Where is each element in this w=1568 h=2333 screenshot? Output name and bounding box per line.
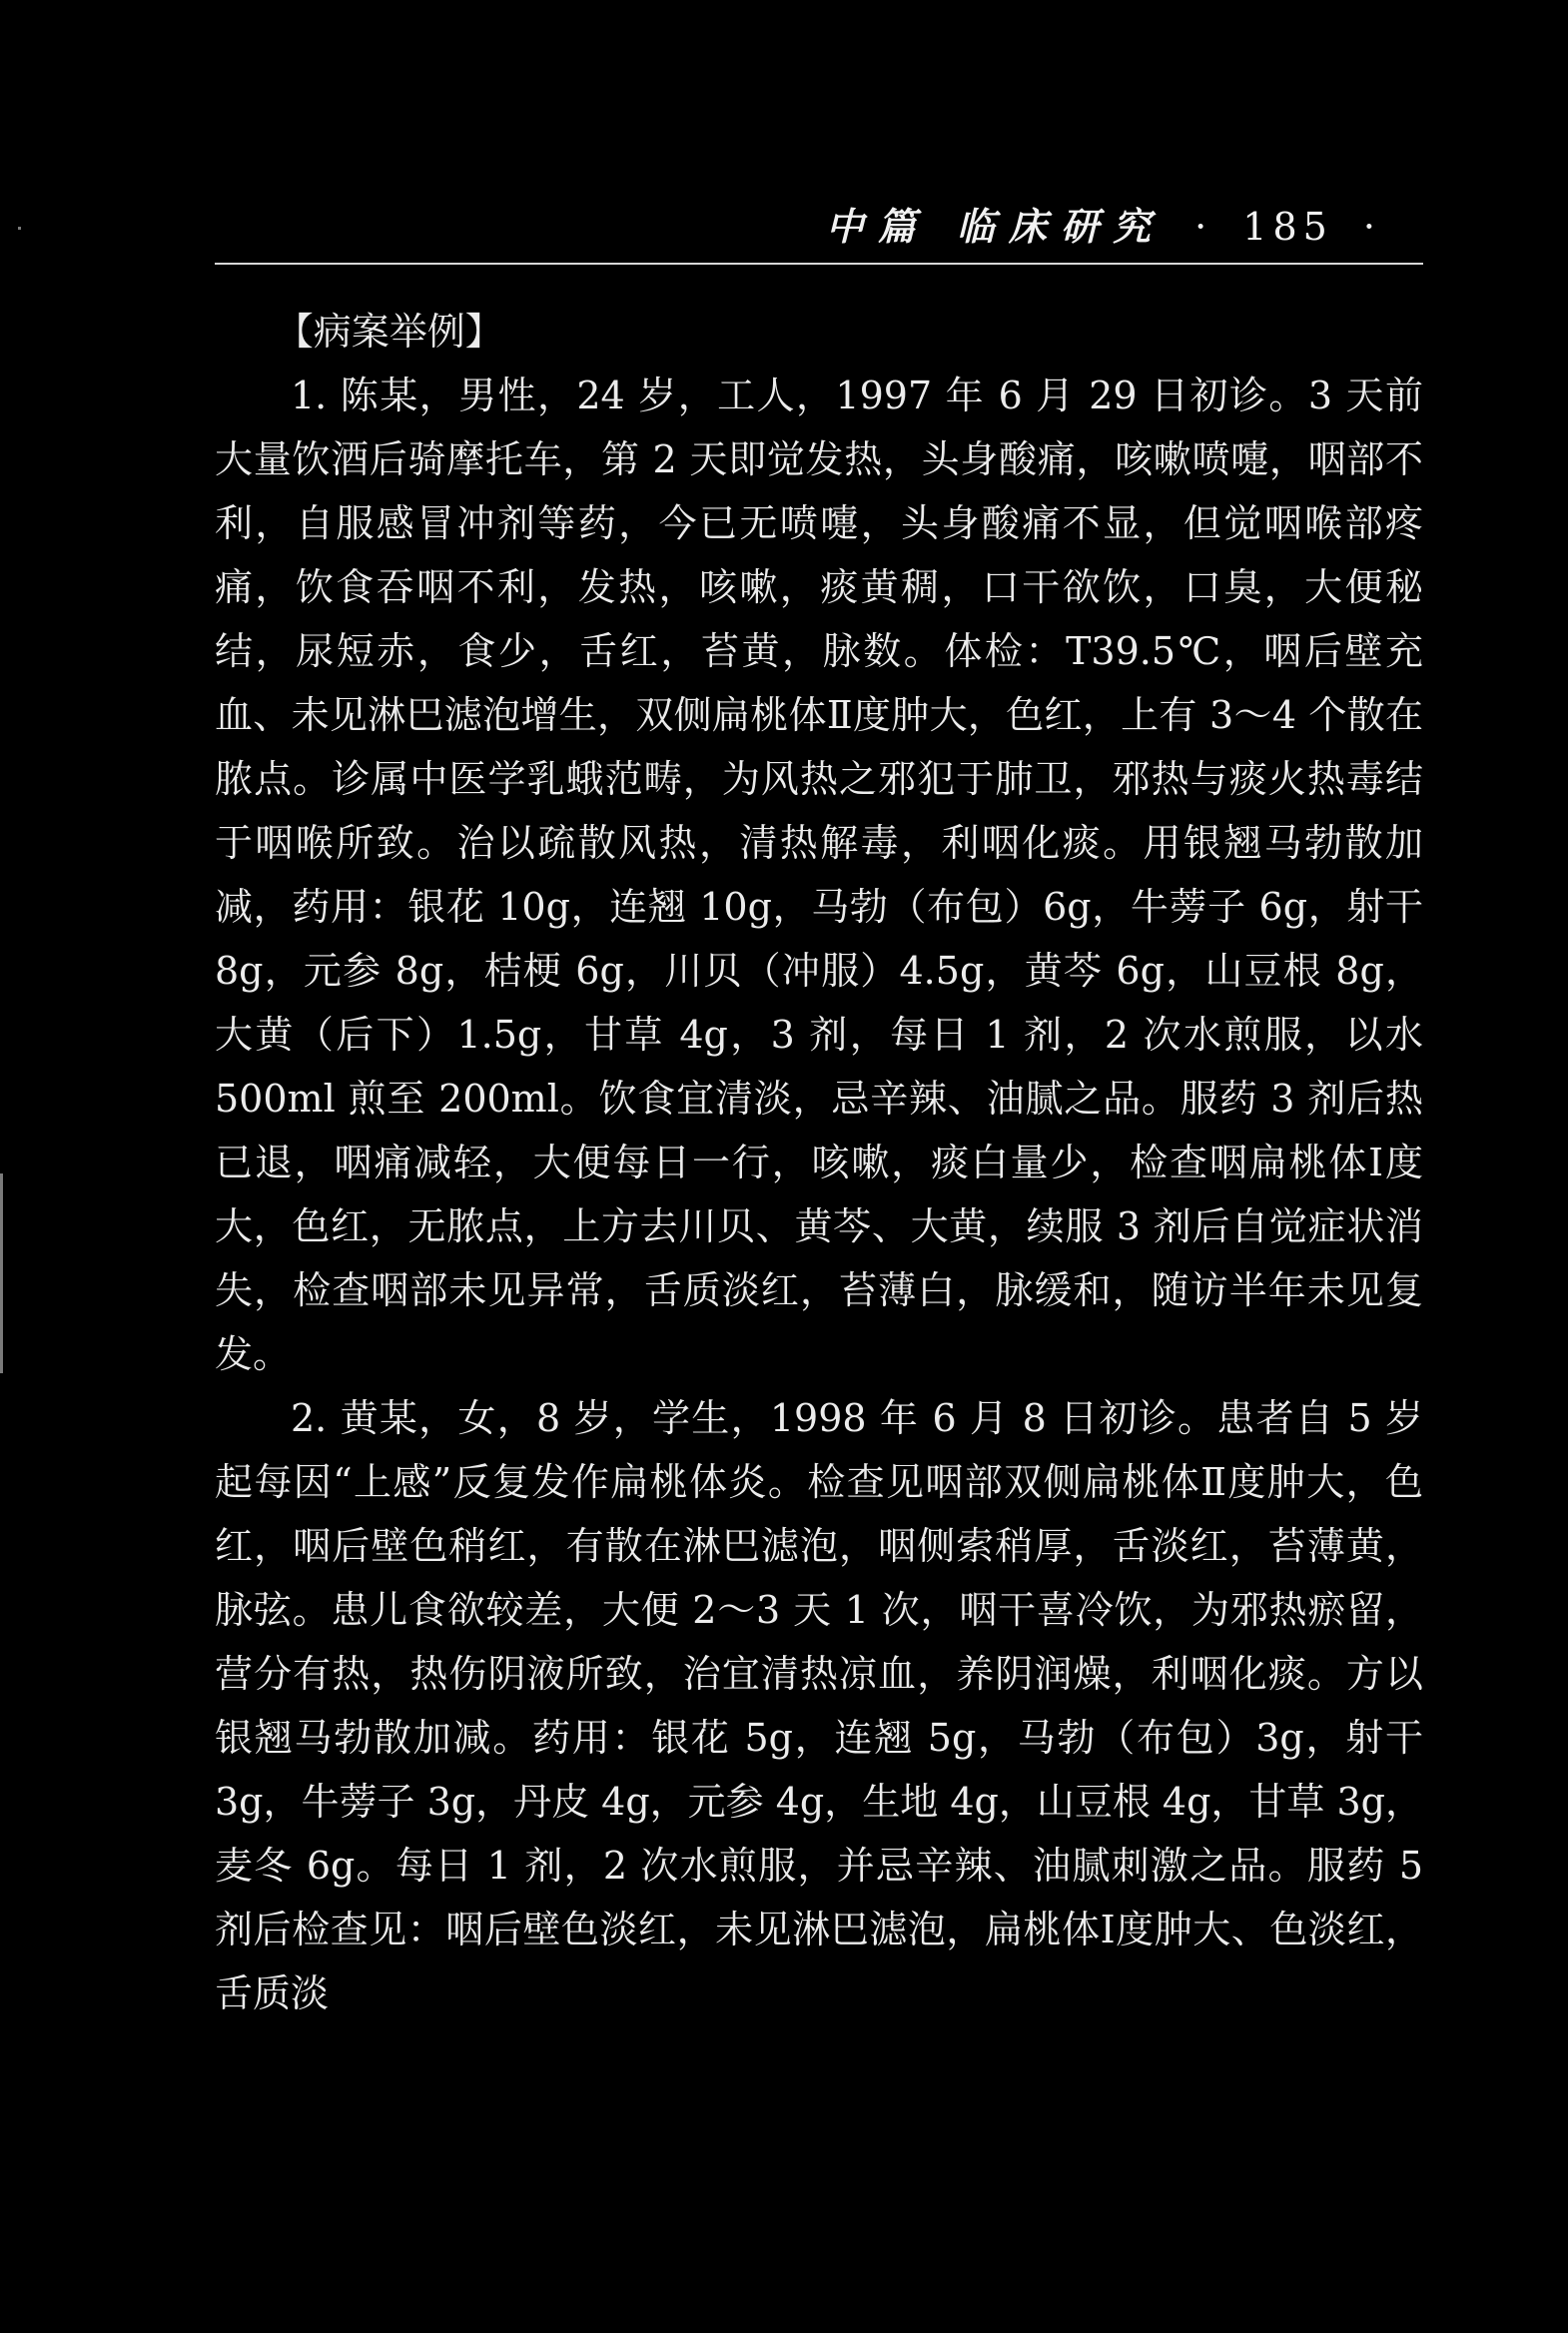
page-number: 185 <box>1242 205 1333 249</box>
page-body <box>215 300 1423 2025</box>
journal-section-title: 中篇 临床研究 <box>825 204 1165 249</box>
section-heading: 【病案举例】 <box>275 310 503 354</box>
case-paragraph-1: 1. 陈某，男性，24 岁，工人，1997 年 6 月 29 日初诊。3 天前大量饮酒后骑摩托车，第 2 天即觉发热，头身酸痛，咳嗽喷嚏，咽部不利，自服感冒冲剂等药，今已无喷嚏，头身酸痛不显，但觉咽喉部疼痛，饮食吞咽不利，发热，咳嗽，痰黄稠，口干欲饮，口臭，大便秘结，尿短赤，食少，舌红，苔黄，脉数。体检：T39.5℃，咽后壁充血、未见淋巴滤泡增生，双侧扁桃体Ⅱ度肿大，色红，上有 3～4 个散在脓点。诊属中医学乳蛾范畴，为风热之邪犯于肺卫，邪热与痰火热毒结于咽喉所致。治以疏散风热，清热解毒，利咽化痰。用银翘马勃散加减，药用：银花 10g，连翘 10g，马勃（布包）6g，牛蒡子 6g，射干 8g，元参 8g，桔梗 6g，川贝（冲服）4.5g，黄芩 6g，山豆根 8g，大黄（后下）1.5g，甘草 4g，3 剂，每日 1 剂，2 次水煎服，以水 500ml 煎至 200ml。饮食宜清淡，忌辛辣、油腻之品。服药 3 剂后热已退，咽痛减轻，大便每日一行，咳嗽，痰白量少，检查咽扁桃体Ⅰ度大，色红，无脓点，上方去川贝、黄芩、大黄，续服 3 剂后自觉症状消失，检查咽部未见异常，舌质淡红，苔薄白，脉缓和，随访半年未见复发。 <box>215 374 1423 1376</box>
header-bullet-right: · <box>1362 205 1381 249</box>
scan-edge-mark-left <box>0 1173 3 1373</box>
header-rule <box>215 263 1423 265</box>
case-paragraph-2: 2. 黄某，女，8 岁，学生，1998 年 6 月 8 日初诊。患者自 5 岁起每因“上感”反复发作扁桃体炎。检查见咽部双侧扁桃体Ⅱ度肿大，色红，咽后壁色稍红，有散在淋巴滤泡，咽侧索稍厚，舌淡红，苔薄黄，脉弦。患儿食欲较差，大便 2～3 天 1 次，咽干喜冷饮，为邪热瘀留，营分有热，热伤阴液所致，治宜清热凉血，养阴润燥，利咽化痰。方以银翘马勃散加减。药用：银花 5g，连翘 5g，马勃（布包）3g，射干 3g，牛蒡子 3g，丹皮 4g，元参 4g，生地 4g，山豆根 4g，甘草 3g，麦冬 6g。每日 1 剂，2 次水煎服，并忌辛辣、油腻刺激之品。服药 5 剂后检查见：咽后壁色淡红，未见淋巴滤泡，扁桃体Ⅰ度肿大、色淡红，舌质淡 <box>215 1396 1423 2015</box>
header-bullet-left: · <box>1194 205 1213 249</box>
running-header <box>826 196 1393 251</box>
scan-dust-mark <box>18 227 21 230</box>
